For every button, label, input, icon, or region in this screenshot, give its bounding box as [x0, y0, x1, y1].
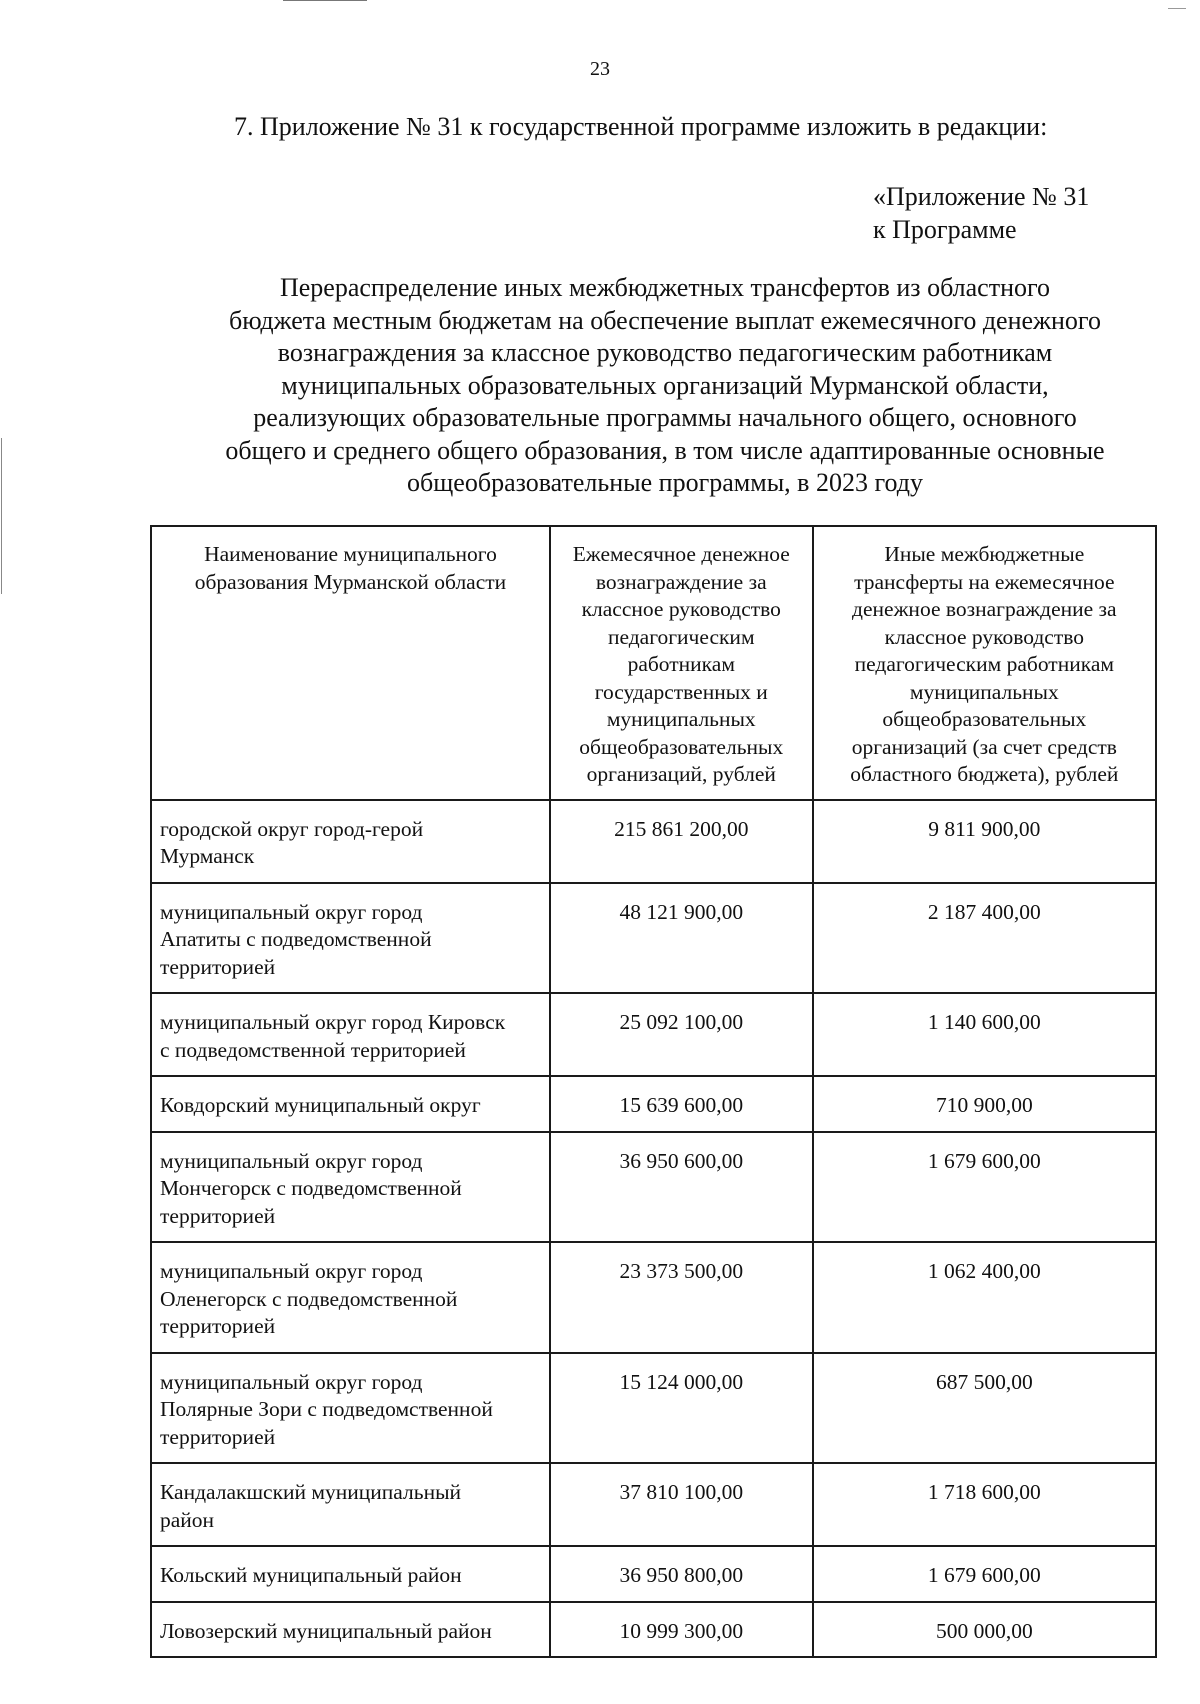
- remuneration-amount: 10 999 300,00: [550, 1602, 813, 1658]
- header-interbudget-transfers: Иные межбюджетные трансферты на ежемесячное денежное вознаграждение за классное руководство педагогическим работникам муниципальных общеобразовательных организаций (за счет средств областного бюджета), рублей: [813, 526, 1156, 800]
- table-row: [151, 1463, 1156, 1546]
- table-row: [151, 993, 1156, 1076]
- transfer-amount: 9 811 900,00: [813, 800, 1156, 883]
- title-line: реализующих образовательные программы начального общего, основного: [253, 403, 1077, 432]
- appendix-line-1: «Приложение № 31: [873, 182, 1090, 211]
- table-row: [151, 1602, 1156, 1658]
- title-line: общеобразовательные программы, в 2023 году: [407, 468, 923, 497]
- title-line: бюджета местным бюджетам на обеспечение выплат ежемесячного денежного: [229, 305, 1101, 335]
- appendix-reference: [873, 180, 1089, 246]
- header-monthly-remuneration: Ежемесячное денежное вознаграждение за классное руководство педагогическим работникам государственных и муниципальных общеобразовательных организаций, рублей: [550, 526, 813, 800]
- page-number: 23: [590, 58, 610, 80]
- table-row: [151, 1076, 1156, 1132]
- transfer-amount: 1 062 400,00: [813, 1242, 1156, 1353]
- municipality-name: Кандалакшский муниципальный район: [151, 1463, 550, 1546]
- transfer-amount: 1 679 600,00: [813, 1132, 1156, 1243]
- municipality-name: Ковдорский муниципальный округ: [151, 1076, 550, 1132]
- remuneration-amount: 15 124 000,00: [550, 1353, 813, 1464]
- municipality-name: муниципальный округ город Кировск с подведомственной территорией: [151, 993, 550, 1076]
- transfer-amount: 2 187 400,00: [813, 883, 1156, 994]
- table-row: [151, 1242, 1156, 1353]
- table-row: [151, 1353, 1156, 1464]
- table-header-row: [151, 526, 1156, 800]
- remuneration-amount: 215 861 200,00: [550, 800, 813, 883]
- remuneration-amount: 36 950 800,00: [550, 1546, 813, 1602]
- document-title: [160, 272, 1170, 500]
- intro-paragraph: 7. Приложение № 31 к государственной программе изложить в редакции:: [234, 112, 1048, 141]
- title-line: муниципальных образовательных организаций Мурманской области,: [281, 370, 1049, 400]
- transfer-amount: 1 679 600,00: [813, 1546, 1156, 1602]
- municipality-name: муниципальный округ город Апатиты с подведомственной территорией: [151, 883, 550, 994]
- title-line: Перераспределение иных межбюджетных трансфертов из областного: [279, 273, 1051, 302]
- title-line: общего и среднего общего образования, в том числе адаптированные основные: [225, 435, 1105, 465]
- remuneration-amount: 48 121 900,00: [550, 883, 813, 994]
- transfer-amount: 1 140 600,00: [813, 993, 1156, 1076]
- municipality-name: Ловозерский муниципальный район: [151, 1602, 550, 1658]
- header-municipality: Наименование муниципального образования Мурманской области: [151, 526, 550, 800]
- remuneration-amount: 15 639 600,00: [550, 1076, 813, 1132]
- transfers-table: [150, 525, 1157, 1658]
- municipality-name: муниципальный округ город Оленегорск с подведомственной территорией: [151, 1242, 550, 1353]
- municipality-name: городской округ город-герой Мурманск: [151, 800, 550, 883]
- scan-edge-mark-left: [1, 438, 2, 594]
- transfer-amount: 500 000,00: [813, 1602, 1156, 1658]
- transfer-amount: 710 900,00: [813, 1076, 1156, 1132]
- table-row: [151, 883, 1156, 994]
- municipality-name: муниципальный округ город Полярные Зори с подведомственной территорией: [151, 1353, 550, 1464]
- table-row: [151, 800, 1156, 883]
- transfer-amount: 1 718 600,00: [813, 1463, 1156, 1546]
- table-row: [151, 1132, 1156, 1243]
- scan-edge-mark-top: [283, 0, 367, 1]
- scan-edge-mark-right: [1168, 8, 1186, 9]
- remuneration-amount: 36 950 600,00: [550, 1132, 813, 1243]
- municipality-name: Кольский муниципальный район: [151, 1546, 550, 1602]
- remuneration-amount: 23 373 500,00: [550, 1242, 813, 1353]
- appendix-line-2: к Программе: [873, 215, 1017, 244]
- table-row: [151, 1546, 1156, 1602]
- title-line: вознаграждения за классное руководство педагогическим работникам: [277, 338, 1053, 367]
- transfer-amount: 687 500,00: [813, 1353, 1156, 1464]
- remuneration-amount: 25 092 100,00: [550, 993, 813, 1076]
- municipality-name: муниципальный округ город Мончегорск с подведомственной территорией: [151, 1132, 550, 1243]
- remuneration-amount: 37 810 100,00: [550, 1463, 813, 1546]
